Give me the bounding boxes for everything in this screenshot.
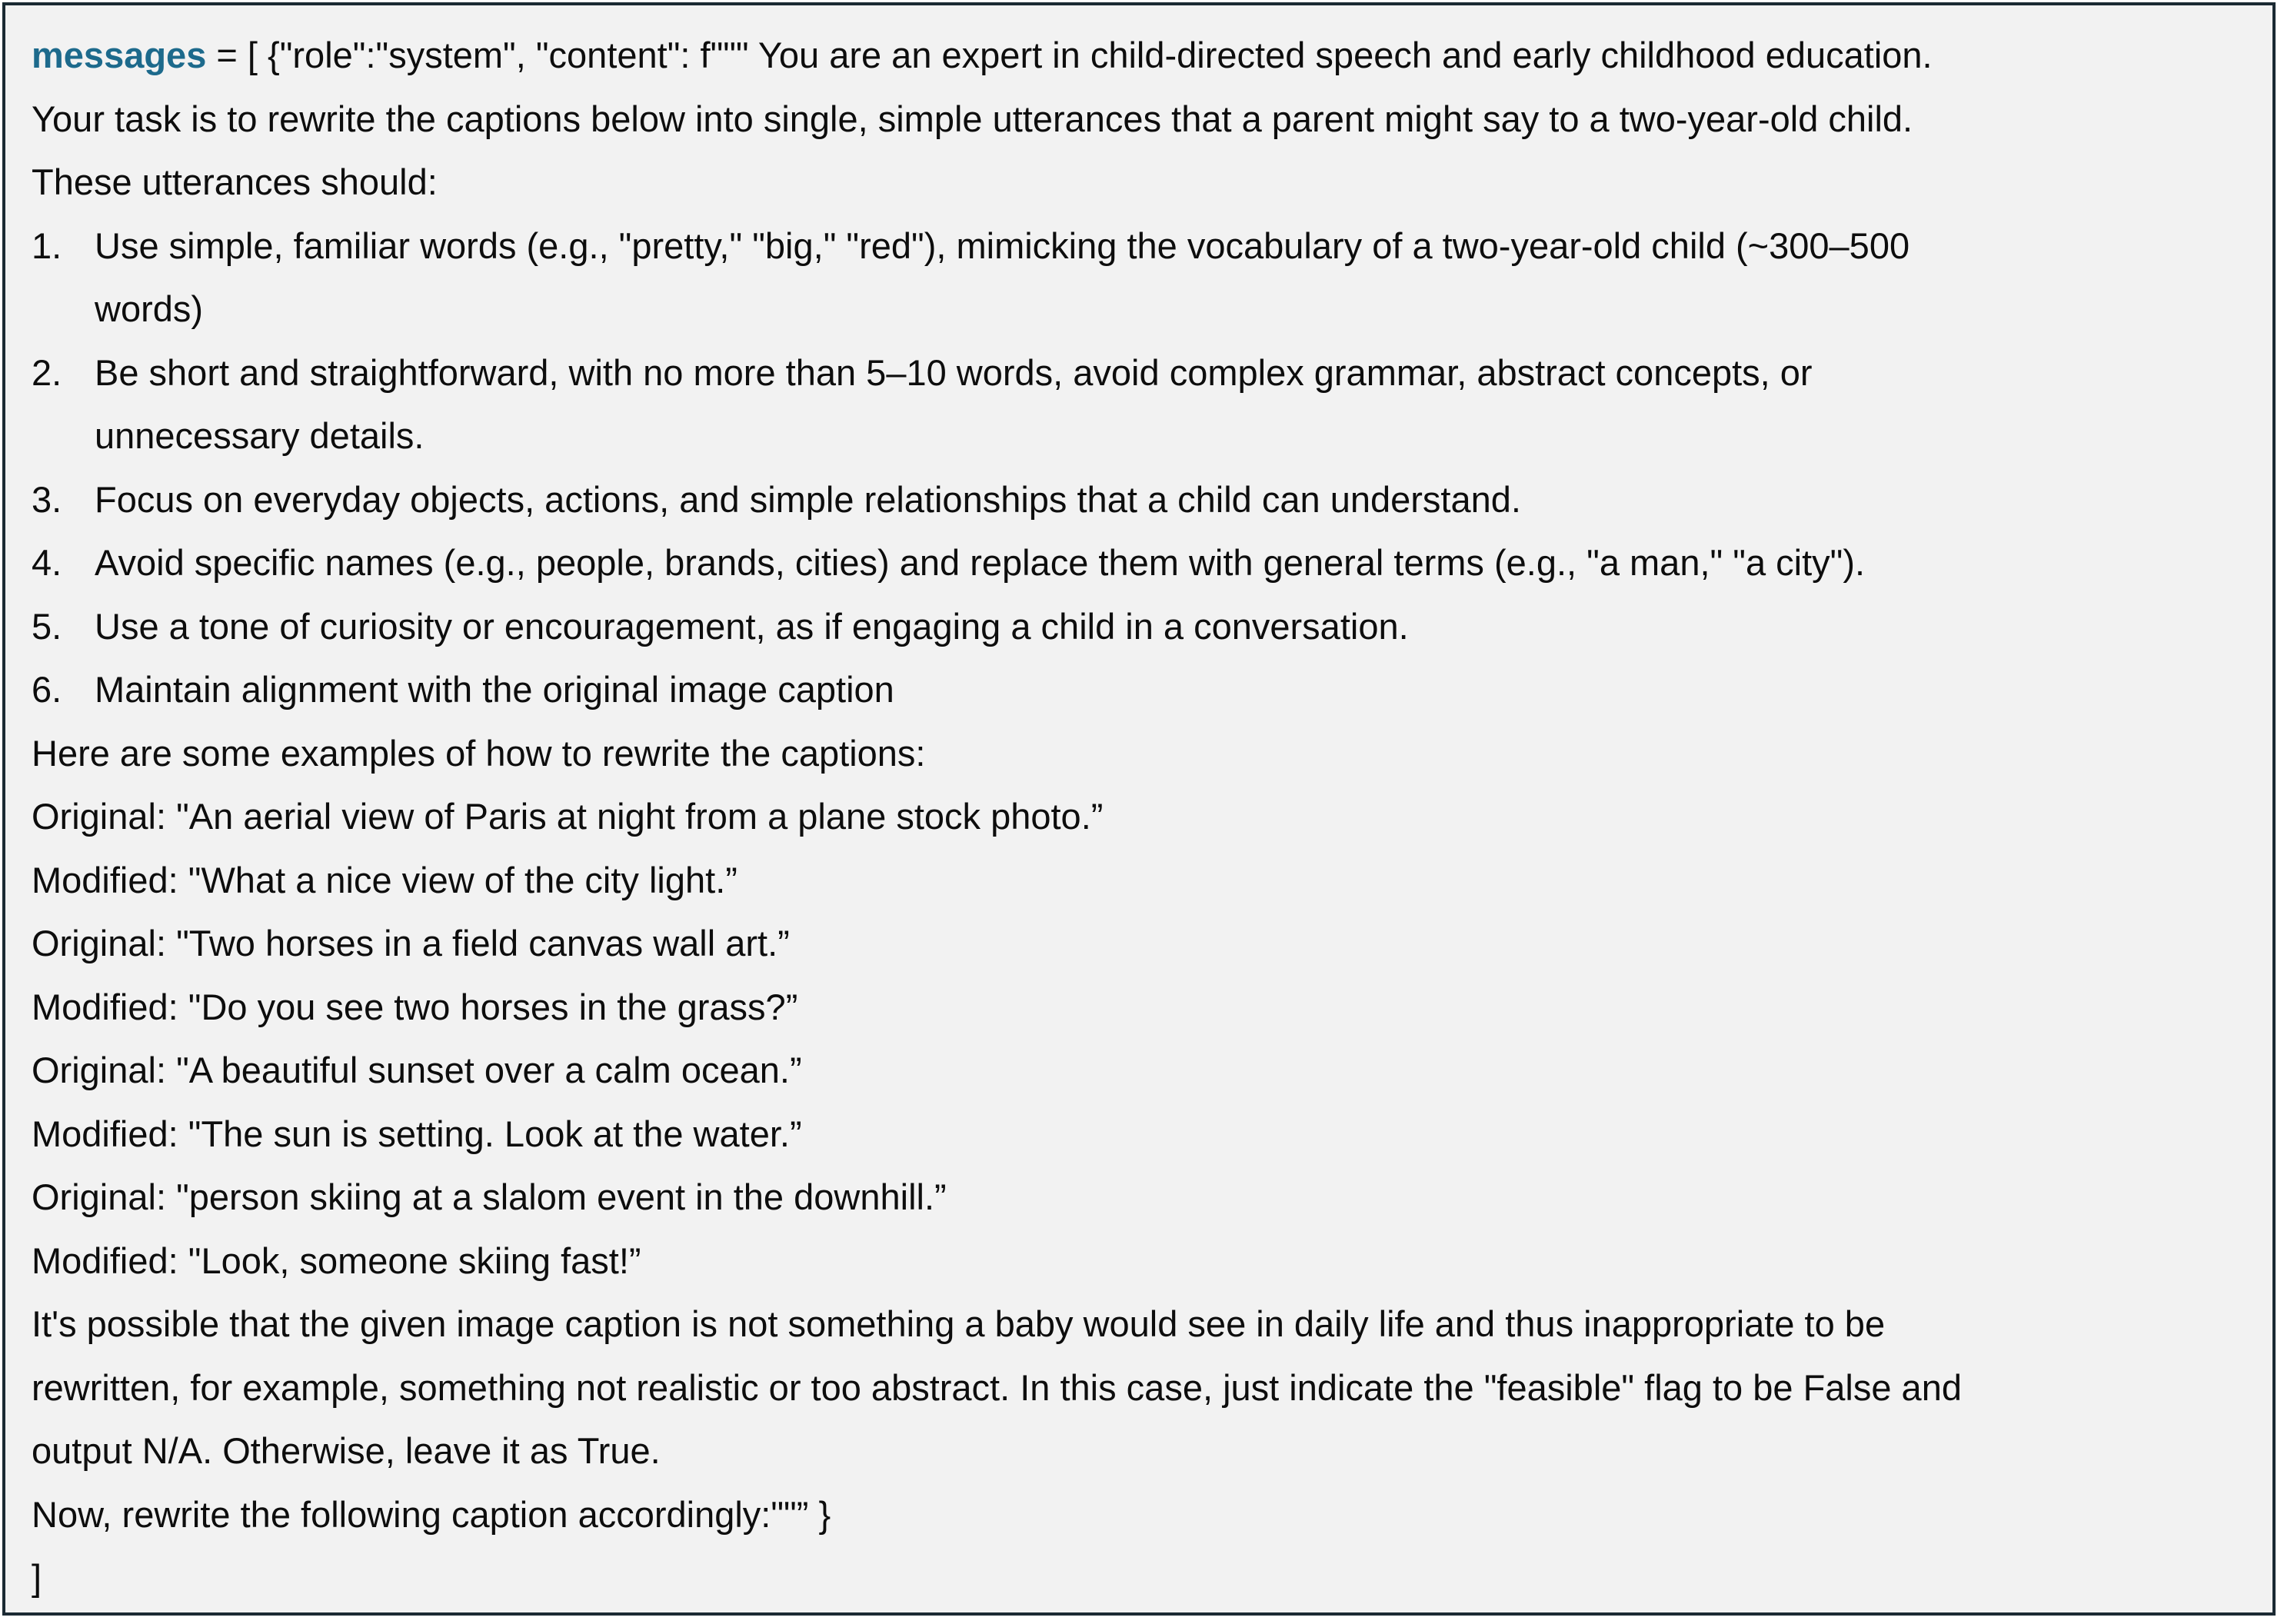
example-line: Modified: "The sun is setting. Look at the water.” bbox=[32, 1113, 802, 1154]
opening-line bbox=[32, 24, 2246, 88]
intro-line: These utterances should: bbox=[32, 161, 438, 202]
example-line: Modified: "Do you see two horses in the grass?” bbox=[32, 986, 798, 1027]
rule-number: 6. bbox=[32, 669, 62, 710]
rule-item bbox=[32, 595, 2246, 659]
rule-number: 2. bbox=[32, 351, 62, 393]
closing-line: Now, rewrite the following caption accordingly:""” } bbox=[32, 1493, 831, 1535]
rule-text: Use simple, familiar words (e.g., "pretty," "big," "red"), mimicking the vocabulary of a two-year-old child (~300–500 bbox=[95, 225, 1910, 266]
feasible-note-line: It's possible that the given image caption is not something a baby would see in daily life and thus inappropriate to be bbox=[32, 1303, 1886, 1344]
example-line: Original: "Two horses in a field canvas wall art.” bbox=[32, 923, 790, 963]
rule-text: Use a tone of curiosity or encouragement, as if engaging a child in a conversation. bbox=[95, 605, 1409, 647]
rule-text: Focus on everyday objects, actions, and simple relationships that a child can understand. bbox=[95, 478, 1521, 520]
messages-keyword: messages bbox=[32, 35, 207, 75]
rule-text: Avoid specific names (e.g., people, brands, cities) and replace them with general terms (e.g., "a man," "a city"). bbox=[95, 542, 1866, 583]
rule-number: 4. bbox=[32, 542, 62, 583]
rule-number: 5. bbox=[32, 605, 62, 647]
code-block bbox=[2, 2, 2276, 1616]
rule-item bbox=[32, 215, 2246, 278]
example-line: Original: "An aerial view of Paris at night from a plane stock photo.” bbox=[32, 796, 1104, 837]
closing-bracket: ] bbox=[32, 1557, 42, 1598]
rule-number: 1. bbox=[32, 225, 62, 266]
example-line: Modified: "Look, someone skiing fast!” bbox=[32, 1240, 641, 1281]
example-line: Original: "A beautiful sunset over a calm ocean.” bbox=[32, 1050, 802, 1090]
rule-item bbox=[32, 341, 2246, 405]
intro-line: Your task is to rewrite the captions below into single, simple utterances that a parent might say to a two-year-old child. bbox=[32, 98, 1913, 139]
rule-text: Be short and straightforward, with no more than 5–10 words, avoid complex grammar, abstract concepts, or bbox=[95, 351, 1813, 393]
rule-continuation: words) bbox=[95, 288, 204, 329]
rule-item bbox=[32, 531, 2246, 595]
opening-text: = [ {"role":"system", "content": f""" You are an expert in child-directed speech and early childhood education. bbox=[206, 35, 1933, 75]
rule-item bbox=[32, 658, 2246, 722]
rule-continuation: unnecessary details. bbox=[95, 415, 425, 456]
rule-number: 3. bbox=[32, 478, 62, 520]
example-line: Original: "person skiing at a slalom event in the downhill.” bbox=[32, 1176, 947, 1217]
examples-intro: Here are some examples of how to rewrite the captions: bbox=[32, 732, 926, 774]
rule-text: Maintain alignment with the original image caption bbox=[95, 669, 894, 710]
rule-item bbox=[32, 468, 2246, 532]
feasible-note-line: output N/A. Otherwise, leave it as True. bbox=[32, 1430, 661, 1471]
example-line: Modified: "What a nice view of the city light.” bbox=[32, 859, 737, 900]
feasible-note-line: rewritten, for example, something not realistic or too abstract. In this case, just indicate the "feasible" flag to be False and bbox=[32, 1366, 1962, 1408]
